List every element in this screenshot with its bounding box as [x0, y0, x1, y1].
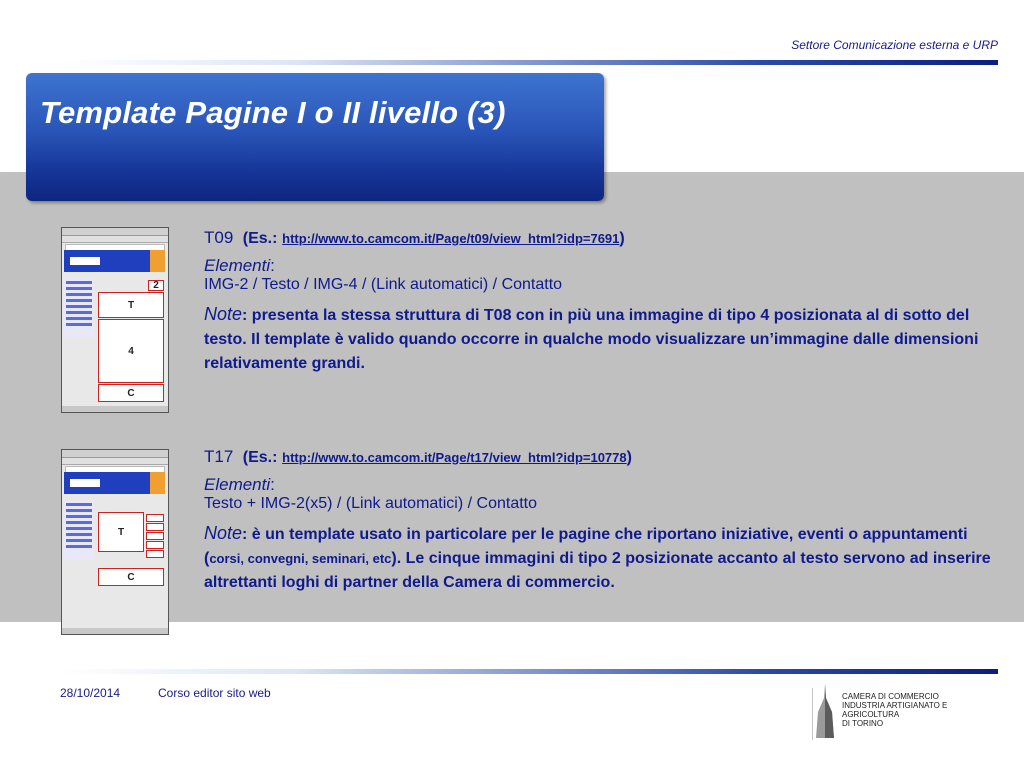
- thumb-text-box: T: [98, 292, 164, 318]
- thumb-img2-box: [146, 514, 164, 522]
- template-code: T17: [204, 447, 234, 466]
- logo-line-2: INDUSTRIA ARTIGIANATO E AGRICOLTURA: [842, 701, 948, 719]
- elementi-colon: :: [270, 475, 275, 494]
- example-label: (Es.:: [242, 449, 278, 466]
- example-link[interactable]: http://www.to.camcom.it/Page/t17/view_html?idp=10778: [282, 450, 627, 465]
- thumb-img2-box: [146, 541, 164, 549]
- template-code: T09: [204, 228, 234, 247]
- section-t17: [204, 447, 1004, 595]
- elementi-label: Elementi: [204, 256, 271, 275]
- elementi-colon: :: [270, 256, 275, 275]
- footer-course: Corso editor sito web: [158, 686, 271, 700]
- logo-line-3: DI TORINO: [842, 719, 884, 728]
- bottom-rule: [60, 669, 998, 674]
- thumb-img2-box: [146, 523, 164, 531]
- mole-antonelliana-icon: [812, 682, 838, 740]
- elementi-value: Testo + IMG-2(x5) / (Link automatici) / Contatto: [204, 495, 538, 512]
- thumb-banner: [64, 472, 150, 494]
- note-text: : presenta la stessa struttura di T08 con in più una immagine di tipo 4 posizionata al di sotto del testo. Il template è valido quando occorre in qualche modo visualizzare un’immagine dalle dimensioni relativamente grandi.: [204, 307, 979, 372]
- thumb-text-box: T: [98, 512, 144, 552]
- thumb-img2-box: [146, 550, 164, 558]
- thumb-img2-box: 2: [148, 280, 164, 291]
- thumb-banner: [64, 250, 150, 272]
- elementi-value: IMG-2 / Testo / IMG-4 / (Link automatici) / Contatto: [204, 276, 563, 293]
- thumb-contact-box: C: [98, 384, 164, 402]
- logo: [812, 682, 1002, 742]
- note-label: Note: [204, 523, 243, 543]
- header-org: Settore Comunicazione esterna e URP: [791, 38, 998, 52]
- thumb-img4-box: 4: [98, 319, 164, 383]
- section-t09: [204, 228, 1004, 376]
- thumb-orange-block: [150, 250, 165, 272]
- thumb-orange-block: [150, 472, 165, 494]
- footer-date: 28/10/2014: [60, 686, 121, 700]
- thumbnail-t17: [61, 449, 169, 635]
- note-label: Note: [204, 304, 243, 324]
- title-box: [26, 73, 604, 201]
- example-label: (Es.:: [242, 230, 278, 247]
- thumb-sidebar: [64, 500, 94, 560]
- close-paren: ): [619, 230, 625, 247]
- thumb-sidebar: [64, 278, 94, 338]
- thumb-contact-box: C: [98, 568, 164, 586]
- elementi-label: Elementi: [204, 475, 271, 494]
- logo-line-1: CAMERA DI COMMERCIO: [842, 692, 939, 701]
- top-rule: [60, 60, 998, 65]
- note-text-small: corsi, convegni, seminari, etc: [209, 551, 392, 566]
- page-title: Template Pagine I o II livello (3): [40, 95, 506, 130]
- note-text-b: ). Le cinque immagini di tipo 2 posizionate accanto al testo servono ad inserire altrettanti loghi di partner della Camera di commercio.: [204, 550, 991, 591]
- note-text-a: : è un template usato in particolare per le pagine che riportano iniziative, eventi o appuntamenti (: [204, 526, 968, 567]
- close-paren: ): [626, 449, 632, 466]
- example-link[interactable]: http://www.to.camcom.it/Page/t09/view_html?idp=7691: [282, 231, 620, 246]
- thumb-img2-box: [146, 532, 164, 540]
- thumbnail-t09: [61, 227, 169, 413]
